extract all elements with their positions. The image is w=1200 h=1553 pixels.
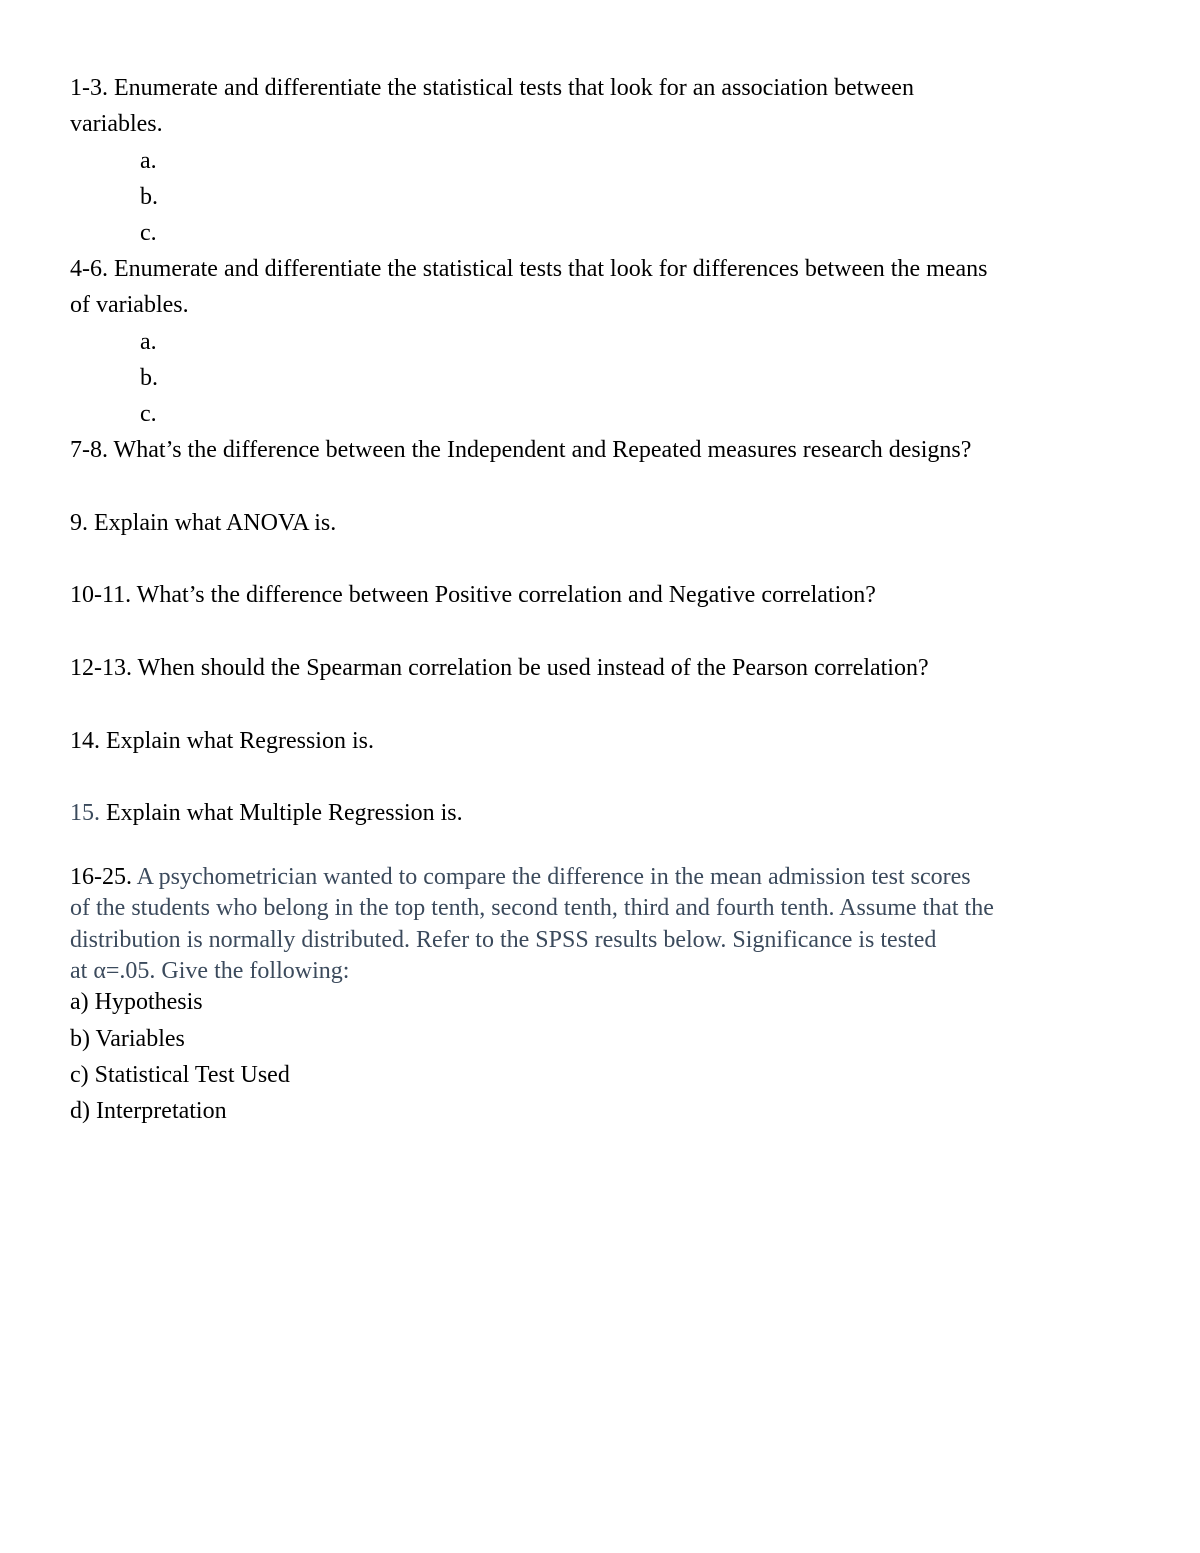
question-16-25-line-1-text: A psychometrician wanted to compare the difference in the mean admission test scores [132, 864, 971, 890]
question-4-6-line-2: of variables. [70, 292, 189, 318]
question-4-6-item-b: b. [140, 365, 158, 391]
question-15-number: 15. [70, 800, 100, 826]
question-9: 9. Explain what ANOVA is. [70, 510, 337, 536]
question-1-3-item-c: c. [140, 220, 157, 246]
question-12-13: 12-13. When should the Spearman correlation be used instead of the Pearson correlation? [70, 655, 929, 681]
question-16-25-item-a: a) Hypothesis [70, 989, 203, 1015]
question-1-3-line-1: 1-3. Enumerate and differentiate the statistical tests that look for an association between [70, 75, 914, 101]
question-15 [70, 798, 463, 828]
question-16-25-item-b: b) Variables [70, 1026, 185, 1052]
question-16-25-line-3: distribution is normally distributed. Refer to the SPSS results below. Significance is tested [70, 927, 937, 953]
question-16-25-number: 16-25. [70, 864, 132, 890]
question-14: 14. Explain what Regression is. [70, 728, 374, 754]
question-10-11: 10-11. What’s the difference between Positive correlation and Negative correlation? [70, 582, 876, 608]
question-1-3-item-b: b. [140, 184, 158, 210]
question-16-25-item-c: c) Statistical Test Used [70, 1062, 290, 1088]
question-4-6-item-c: c. [140, 401, 157, 427]
question-1-3-item-a: a. [140, 148, 157, 174]
question-1-3-line-2: variables. [70, 111, 163, 137]
question-15-text: Explain what Multiple Regression is. [100, 800, 463, 826]
question-16-25-line-1 [70, 862, 971, 892]
question-16-25-line-4: at α=.05. Give the following: [70, 958, 350, 984]
question-16-25-item-d: d) Interpretation [70, 1098, 227, 1124]
question-7-8: 7-8. What’s the difference between the Independent and Repeated measures research designs? [70, 437, 972, 463]
question-4-6-line-1: 4-6. Enumerate and differentiate the statistical tests that look for differences between the means [70, 256, 988, 282]
question-16-25-line-2: of the students who belong in the top tenth, second tenth, third and fourth tenth. Assume that the [70, 895, 994, 921]
question-4-6-item-a: a. [140, 329, 157, 355]
